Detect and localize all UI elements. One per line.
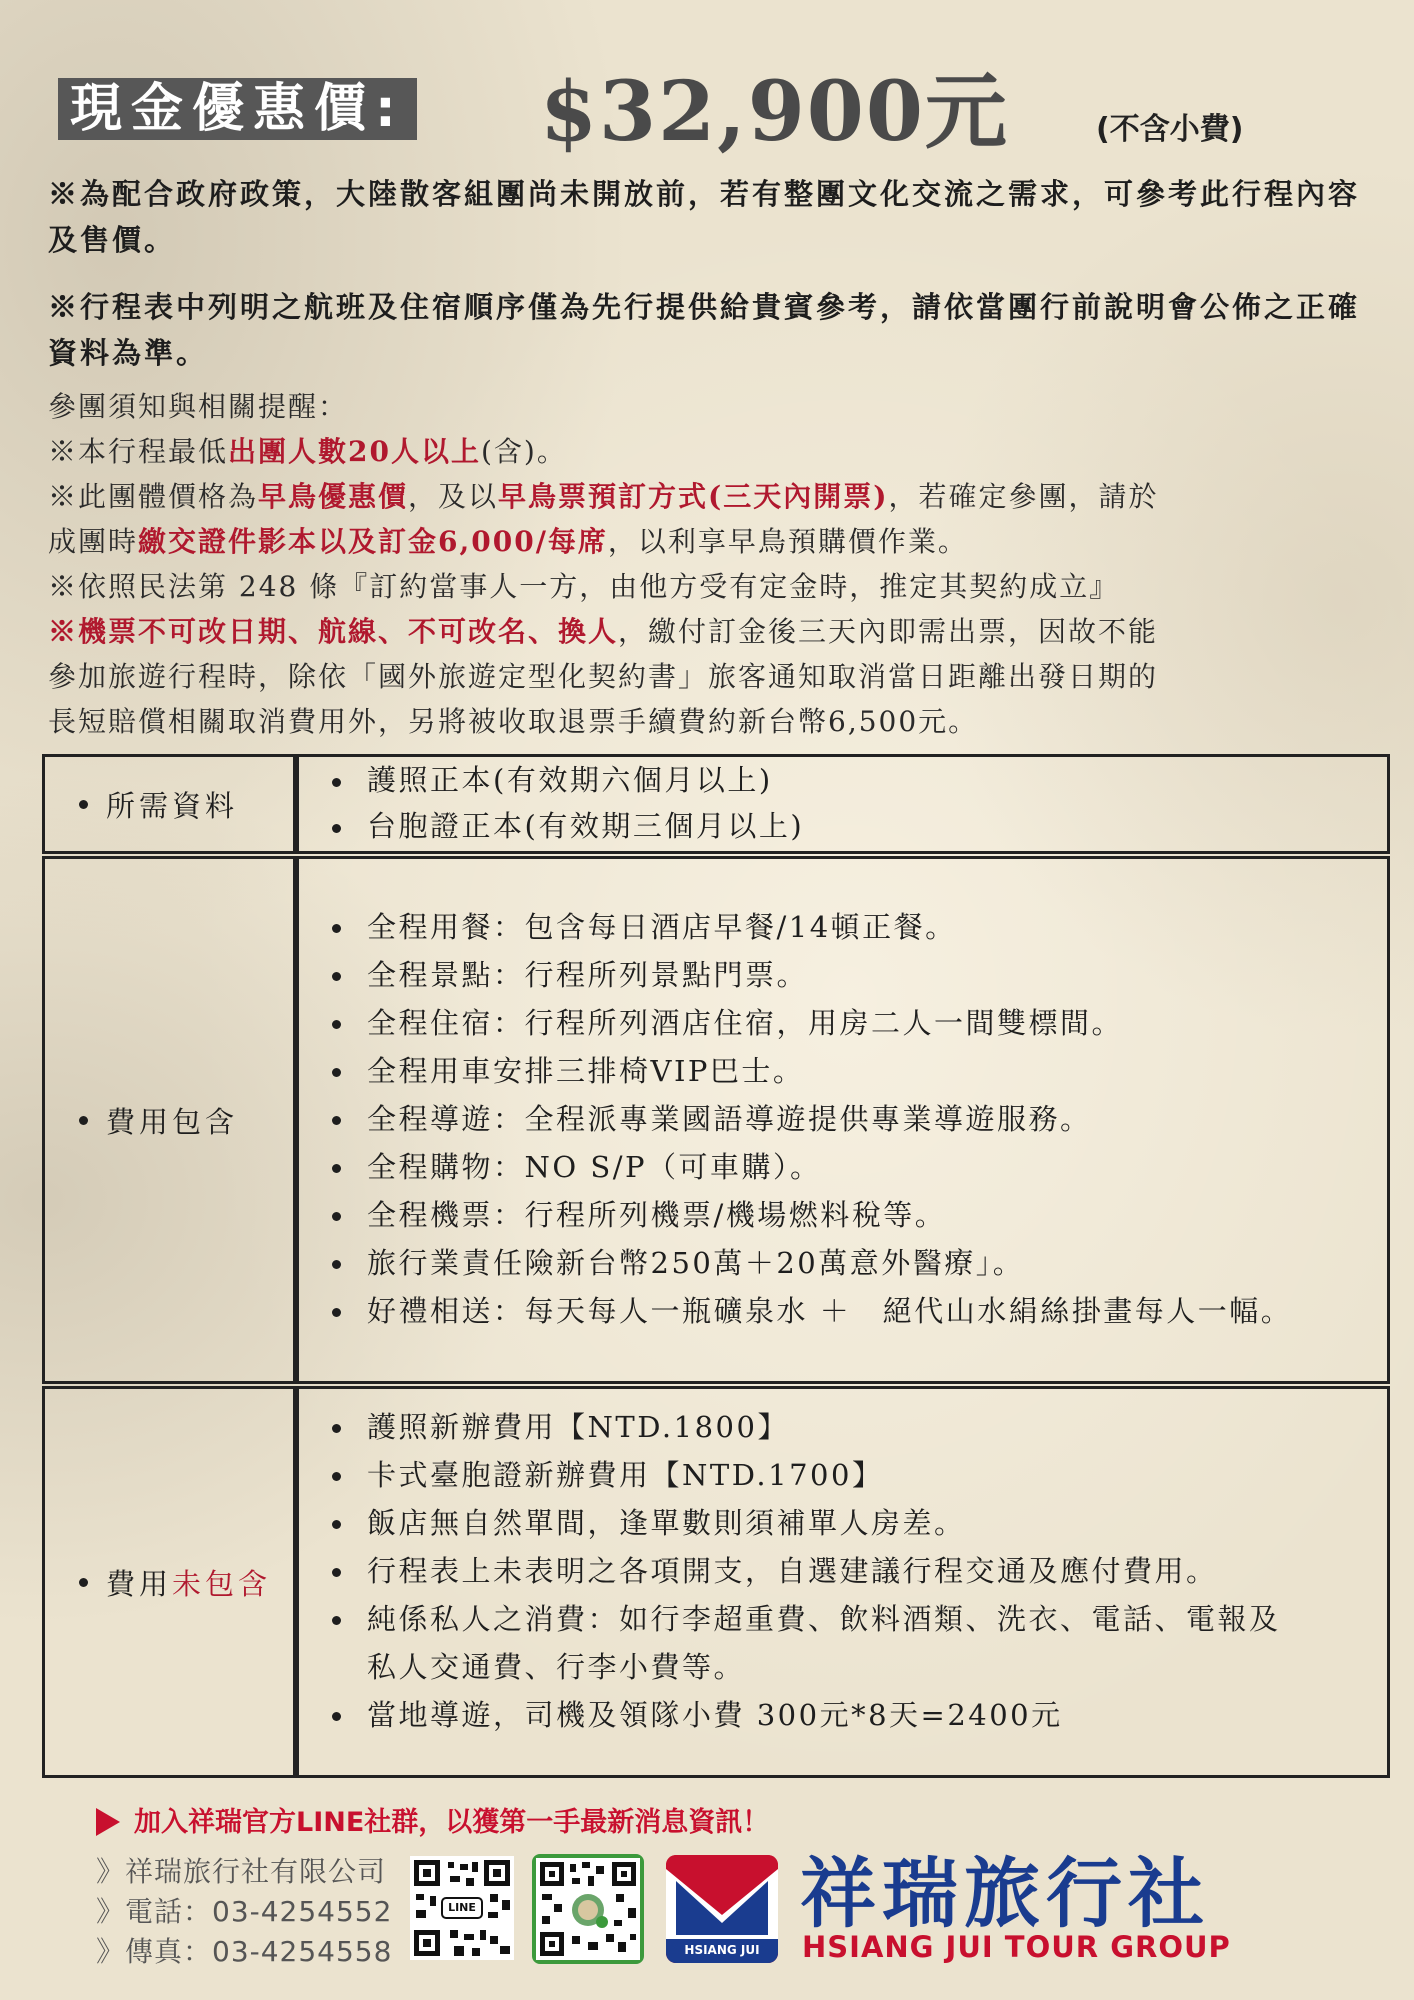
- note-ticket-3: 長短賠償相關取消費用外，另將被收取退票手續費約新台幣6,500元。: [48, 705, 979, 738]
- list-item: 全程用餐：包含每日酒店早餐/14頓正餐。: [299, 903, 1387, 951]
- excluded-label: 費用未包含: [106, 1566, 272, 1601]
- company-logo-chinese: 祥瑞旅行社: [800, 1849, 1210, 1938]
- play-arrow-icon: [96, 1808, 120, 1836]
- note-min-group: ※本行程最低出團人數20人以上(含)。: [48, 435, 567, 468]
- notes-heading: 參團須知與相關提醒：: [48, 390, 349, 423]
- list-item: 旅行業責任險新台幣250萬＋20萬意外醫療」。: [299, 1239, 1387, 1287]
- price-note: (不含小費): [1096, 112, 1244, 147]
- list-item: 當地導遊，司機及領隊小費 300元*8天=2400元: [299, 1691, 1387, 1739]
- note-early-bird-2: 成團時繳交證件影本以及訂金6,000/每席，以利享早鳥預購價作業。: [48, 525, 968, 558]
- notes-section: [48, 384, 1378, 744]
- required-docs-list: [299, 757, 1387, 849]
- list-item: 護照新辦費用【NTD.1800】: [299, 1403, 1387, 1451]
- logo-box-text: HSIANG JUI: [684, 1943, 760, 1957]
- list-item: 行程表上未表明之各項開支，自選建議行程交通及應付費用。: [299, 1547, 1387, 1595]
- list-item: 全程用車安排三排椅VIP巴士。: [299, 1047, 1387, 1095]
- list-item: 好禮相送：每天每人一瓶礦泉水 ＋ 絕代山水絹絲掛畫每人一幅。: [299, 1287, 1387, 1335]
- fax: 》傳真：03-4254558: [96, 1935, 393, 1968]
- note-civil-law: ※依照民法第 248 條『訂約當事人一方，由他方受有定金時，推定其契約成立』: [48, 570, 1120, 603]
- bullet-icon: [79, 800, 88, 809]
- list-item: 護照正本(有效期六個月以上): [299, 757, 1387, 803]
- excluded-list: [299, 1403, 1387, 1739]
- group-qr-code[interactable]: [532, 1854, 644, 1964]
- list-item: 全程住宿：行程所列酒店住宿，用房二人一間雙標間。: [299, 999, 1387, 1047]
- list-item: 飯店無自然單間，逢單數則須補單人房差。: [299, 1499, 1387, 1547]
- list-item: 純係私人之消費：如行李超重費、飲料酒類、洗衣、電話、電報及: [299, 1595, 1387, 1643]
- line-cta[interactable]: 加入祥瑞官方LINE社群，以獲第一手最新消息資訊！: [96, 1800, 769, 1839]
- bullet-icon: [79, 1578, 88, 1587]
- note-early-bird-1: ※此團體價格為早鳥優惠價，及以早鳥票預訂方式(三天內開票)，若確定參團，請於: [48, 480, 1159, 513]
- list-item: 全程導遊：全程派專業國語導遊提供專業導遊服務。: [299, 1095, 1387, 1143]
- note-ticket-2: 參加旅遊行程時，除依「國外旅遊定型化契約書」旅客通知取消當日距離出發日期的: [48, 660, 1159, 693]
- excluded-label-cell: [42, 1386, 296, 1778]
- included-cell: [296, 856, 1390, 1384]
- line-qr-label: LINE: [448, 1901, 476, 1914]
- excluded-cell: [296, 1386, 1390, 1778]
- intro-paragraph-2: ※行程表中列明之航班及住宿順序僅為先行提供給貴賓參考，請依當團行前說明會公佈之正確資料為準。: [48, 290, 1361, 370]
- price-amount: $32,900元: [540, 64, 1009, 160]
- price-label: 現金優惠價:: [58, 78, 417, 140]
- list-item: 台胞證正本(有效期三個月以上): [299, 803, 1387, 849]
- company-name: 》祥瑞旅行社有限公司: [96, 1855, 387, 1888]
- list-item-continuation: 私人交通費、行李小費等。: [367, 1650, 746, 1684]
- list-item: 全程機票：行程所列機票/機場燃料稅等。: [299, 1191, 1387, 1239]
- company-logo-mark: [666, 1855, 778, 1963]
- list-item: 全程購物：NO S/P（可車購）。: [299, 1143, 1387, 1191]
- bullet-icon: [79, 1116, 88, 1125]
- phone[interactable]: 》電話：03-4254552: [96, 1895, 393, 1928]
- included-list: [299, 903, 1387, 1335]
- required-docs-cell: [296, 754, 1390, 854]
- list-item: 卡式臺胞證新辦費用【NTD.1700】: [299, 1451, 1387, 1499]
- required-docs-label-cell: [42, 754, 296, 854]
- list-item: 全程景點：行程所列景點門票。: [299, 951, 1387, 999]
- line-qr-code[interactable]: [410, 1856, 514, 1960]
- company-logo-english: HSIANG JUI TOUR GROUP: [802, 1930, 1231, 1964]
- intro-paragraph-1: ※為配合政府政策，大陸散客組團尚未開放前，若有整團文化交流之需求，可參考此行程內容及售價。: [48, 177, 1361, 257]
- required-docs-label: 所需資料: [106, 788, 239, 823]
- included-label: 費用包含: [106, 1104, 239, 1139]
- note-ticket-1: ※機票不可改日期、航線、不可改名、換人，繳付訂金後三天內即需出票，因故不能: [48, 615, 1159, 648]
- included-label-cell: [42, 856, 296, 1384]
